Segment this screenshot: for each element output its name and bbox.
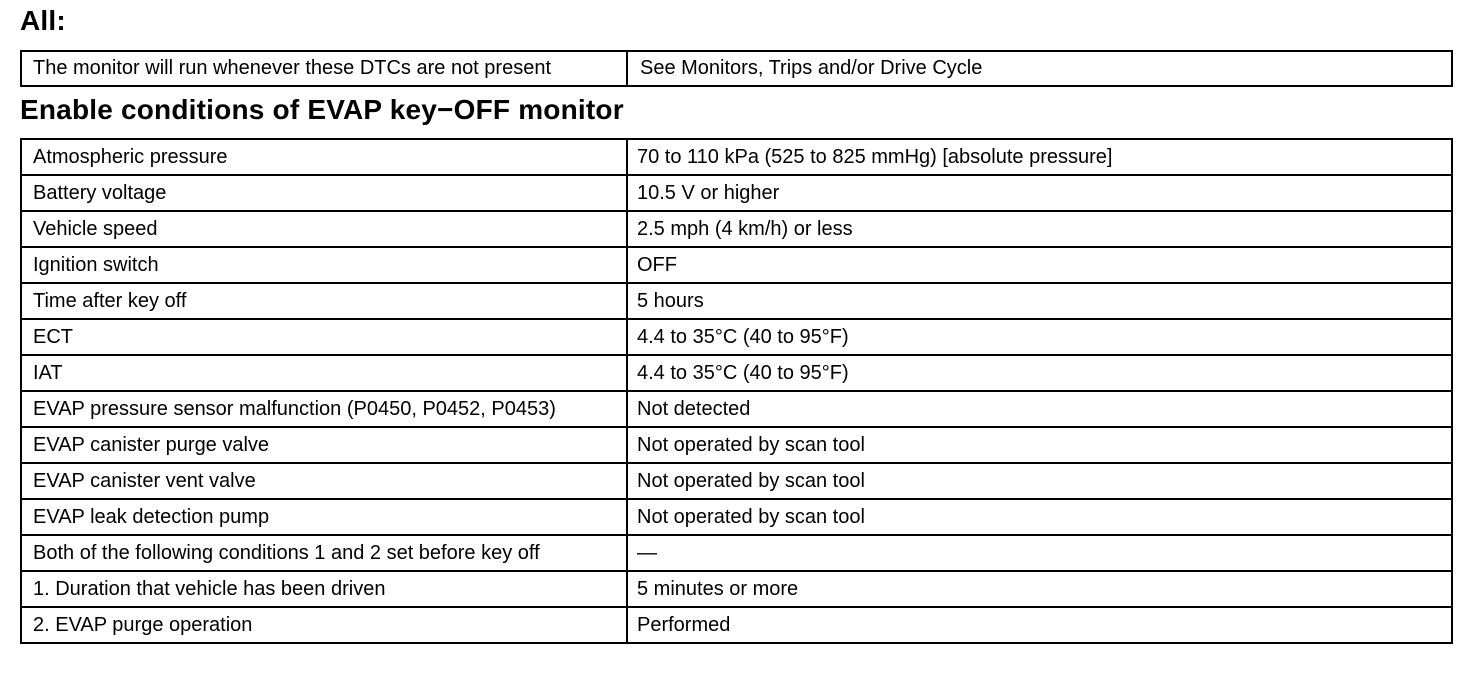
value-cell: Not operated by scan tool bbox=[627, 427, 1452, 463]
section-title-all: All: bbox=[20, 5, 66, 36]
condition-cell: Atmospheric pressure bbox=[21, 139, 627, 175]
condition-cell: The monitor will run whenever these DTCs are not present bbox=[21, 51, 627, 86]
value-cell: Not detected bbox=[627, 391, 1452, 427]
table-row bbox=[21, 175, 1452, 211]
table-row bbox=[21, 463, 1452, 499]
condition-cell: Battery voltage bbox=[21, 175, 627, 211]
table-row bbox=[21, 211, 1452, 247]
condition-cell: EVAP canister purge valve bbox=[21, 427, 627, 463]
condition-cell: Time after key off bbox=[21, 283, 627, 319]
value-cell: Not operated by scan tool bbox=[627, 499, 1452, 535]
condition-cell: EVAP canister vent valve bbox=[21, 463, 627, 499]
table-row bbox=[21, 499, 1452, 535]
table-row bbox=[21, 319, 1452, 355]
table-row bbox=[21, 391, 1452, 427]
value-cell: Not operated by scan tool bbox=[627, 463, 1452, 499]
value-cell: See Monitors, Trips and/or Drive Cycle bbox=[627, 51, 1452, 86]
table-row bbox=[21, 139, 1452, 175]
table-row bbox=[21, 283, 1452, 319]
condition-cell: EVAP leak detection pump bbox=[21, 499, 627, 535]
table-row bbox=[21, 51, 1452, 86]
value-cell: — bbox=[627, 535, 1452, 571]
enable-conditions-table bbox=[20, 138, 1453, 644]
condition-cell: IAT bbox=[21, 355, 627, 391]
value-cell: 10.5 V or higher bbox=[627, 175, 1452, 211]
value-cell: 70 to 110 kPa (525 to 825 mmHg) [absolute pressure] bbox=[627, 139, 1452, 175]
value-cell: Performed bbox=[627, 607, 1452, 643]
table-row bbox=[21, 427, 1452, 463]
condition-cell: ECT bbox=[21, 319, 627, 355]
condition-cell: EVAP pressure sensor malfunction (P0450, P0452, P0453) bbox=[21, 391, 627, 427]
table-row bbox=[21, 607, 1452, 643]
condition-cell: Both of the following conditions 1 and 2 set before key off bbox=[21, 535, 627, 571]
value-cell: 5 hours bbox=[627, 283, 1452, 319]
condition-cell: Ignition switch bbox=[21, 247, 627, 283]
condition-cell: Vehicle speed bbox=[21, 211, 627, 247]
section-title-enable-conditions: Enable conditions of EVAP key−OFF monitor bbox=[20, 94, 624, 125]
table-row bbox=[21, 535, 1452, 571]
table-row bbox=[21, 355, 1452, 391]
condition-cell: 1. Duration that vehicle has been driven bbox=[21, 571, 627, 607]
value-cell: OFF bbox=[627, 247, 1452, 283]
value-cell: 4.4 to 35°C (40 to 95°F) bbox=[627, 355, 1452, 391]
value-cell: 5 minutes or more bbox=[627, 571, 1452, 607]
all-conditions-table bbox=[20, 50, 1453, 87]
value-cell: 2.5 mph (4 km/h) or less bbox=[627, 211, 1452, 247]
table-row bbox=[21, 247, 1452, 283]
value-cell: 4.4 to 35°C (40 to 95°F) bbox=[627, 319, 1452, 355]
condition-cell: 2. EVAP purge operation bbox=[21, 607, 627, 643]
table-row bbox=[21, 571, 1452, 607]
